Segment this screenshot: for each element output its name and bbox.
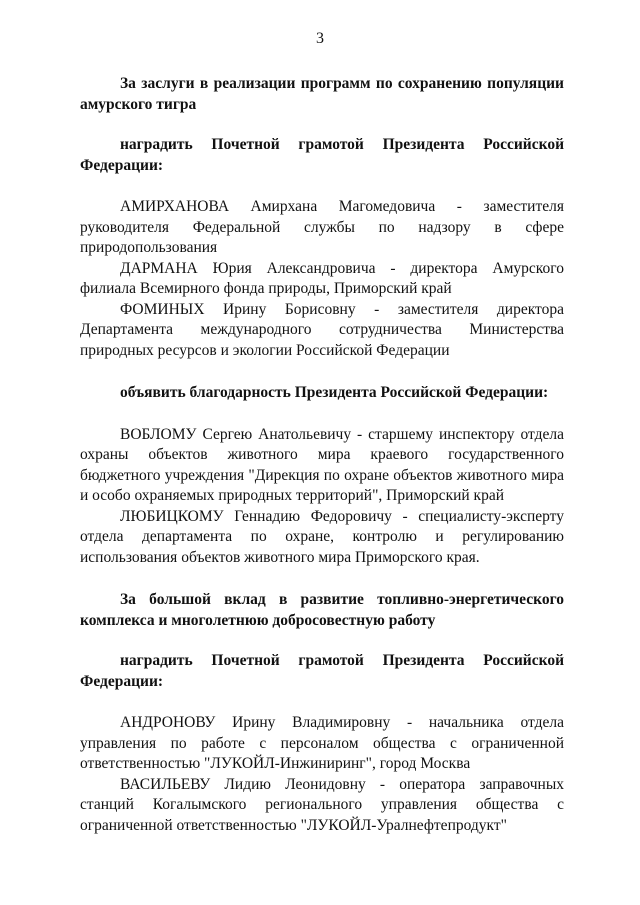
- awardee-entry: ДАРМАНА Юрия Александровича - директора Амурского филиала Всемирного фонда природы, Приморский край: [80, 259, 564, 297]
- award-heading: объявить благодарность Президента Российской Федерации:: [120, 384, 549, 401]
- award-heading: наградить Почетной грамотой Президента Российской Федерации:: [80, 652, 564, 690]
- merit-heading: За заслуги в реализации программ по сохранению популяции амурского тигра: [80, 75, 564, 113]
- document-body: [80, 74, 564, 836]
- awardee-entry: АНДРОНОВУ Ирину Владимировну - начальника отдела управления по работе с персоналом общества с ограниченной ответственностью "ЛУКОЙЛ-Инжиниринг", город Москва: [80, 714, 564, 772]
- page-number: 3: [316, 30, 324, 47]
- awardee-entry: АМИРХАНОВА Амирхана Магомедовича - заместителя руководителя Федеральной службы по надзору в сфере природопользования: [80, 198, 564, 256]
- awardee-entry: ЛЮБИЦКОМУ Геннадию Федоровичу - специалисту-эксперту отдела департамента по охране, контролю и регулированию использования объектов животного мира Приморского края.: [80, 507, 564, 566]
- award-heading: наградить Почетной грамотой Президента Российской Федерации:: [80, 136, 564, 174]
- merit-heading: За большой вклад в развитие топливно-энергетического комплекса и многолетнюю добросовестную работу: [80, 591, 564, 629]
- awardee-entry: ВОБЛОМУ Сергею Анатольевичу - старшему инспектору отдела охраны объектов животного мира краевого государственного бюджетного учреждения "Дирекция по охране объектов животного мира и особо охраняемых природных территорий", Приморский край: [80, 425, 564, 504]
- awardee-entry: ВАСИЛЬЕВУ Лидию Леонидовну - оператора заправочных станций Когалымского регионального управления общества с ограниченной ответственностью "ЛУКОЙЛ-Уралнефтепродукт": [80, 775, 564, 834]
- awardee-entry: ФОМИНЫХ Ирину Борисовну - заместителя директора Департамента международного сотрудничества Министерства природных ресурсов и экологии Российской Федерации: [80, 300, 564, 359]
